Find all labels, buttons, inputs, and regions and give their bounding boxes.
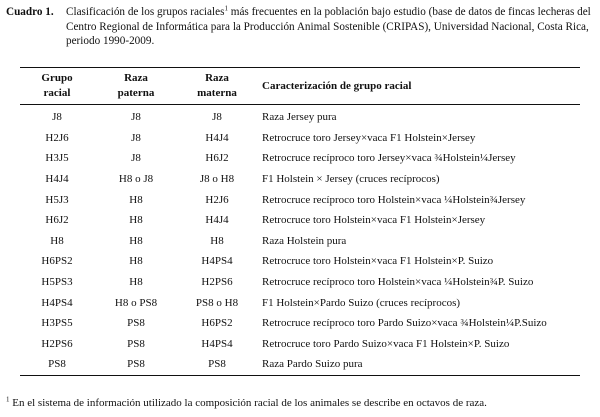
caption-text-start: Clasificación de los grupos raciales	[66, 6, 225, 18]
cell-raza-materna: H4J4	[205, 131, 229, 144]
caption-label: Cuadro 1.	[6, 6, 54, 18]
cell-caracterizacion: Raza Holstein pura	[262, 234, 347, 247]
table-body	[20, 105, 580, 376]
cell-grupo-racial: H3J5	[45, 152, 69, 165]
cell-raza-paterna: PS8	[127, 337, 145, 350]
cell-grupo-racial: H6J2	[45, 214, 69, 227]
table-row	[20, 231, 580, 252]
caption-text	[66, 5, 594, 49]
cell-raza-paterna: J8	[131, 152, 141, 165]
cell-raza-materna: J8 o H8	[199, 173, 235, 186]
table-row	[20, 169, 580, 190]
cell-grupo-racial: H2PS6	[41, 337, 73, 350]
cell-caracterizacion: Retrocruce recíproco toro Jersey×vaca ¾Holstein¼Jersey	[262, 152, 516, 165]
cell-caracterizacion: Retrocruce toro Jersey×vaca F1 Holstein×Jersey	[262, 131, 476, 144]
cell-grupo-racial: H4PS4	[41, 296, 73, 309]
cell-caracterizacion: Retrocruce recíproco toro Holstein×vaca ¼Holstein¾Jersey	[262, 193, 526, 206]
cell-caracterizacion: Retrocruce recíproco toro Pardo Suizo×vaca ¾Holstein¼P.Suizo	[262, 317, 547, 330]
cell-raza-paterna: PS8	[127, 317, 145, 330]
table-row	[20, 334, 580, 355]
cell-raza-materna: H4J4	[205, 214, 229, 227]
cell-raza-paterna: H8	[129, 234, 143, 247]
cell-raza-materna: H6PS2	[201, 317, 233, 330]
cell-raza-materna: J8	[212, 111, 222, 124]
table-row	[20, 272, 580, 293]
cell-raza-materna: H4PS4	[201, 337, 233, 350]
table-row	[20, 148, 580, 169]
cell-caracterizacion: Retrocruce toro Pardo Suizo×vaca F1 Holstein×P. Suizo	[262, 337, 510, 350]
cell-grupo-racial: H5J3	[45, 193, 69, 206]
table-row	[20, 292, 580, 313]
cell-raza-materna: H4PS4	[201, 255, 233, 268]
cell-grupo-racial: H3PS5	[41, 317, 73, 330]
table-header	[20, 68, 580, 105]
cell-grupo-racial: J8	[52, 111, 62, 124]
table-row	[20, 354, 580, 375]
table-row	[20, 210, 580, 231]
caption-text-end: más frecuentes en la población bajo estudio (base de datos de fincas lecheras del Centro Regional de Informática para la Producción Animal Sostenible (CRIPAS), Universidad Nacional, Costa Rica, periodo 1990-2009.	[66, 6, 591, 48]
cell-raza-paterna: PS8	[127, 358, 145, 371]
breed-group-table	[20, 67, 580, 376]
cell-grupo-racial: H6PS2	[41, 255, 73, 268]
cell-grupo-racial: H8	[50, 234, 64, 247]
cell-raza-paterna: H8 o PS8	[114, 296, 158, 309]
header-raza-paterna: Raza paterna	[117, 72, 155, 99]
table-row	[20, 313, 580, 334]
cell-raza-paterna: H8	[129, 255, 143, 268]
cell-raza-paterna: H8	[129, 276, 143, 289]
cell-caracterizacion: F1 Holstein × Jersey (cruces recíprocos)	[262, 173, 440, 186]
cell-raza-materna: H6J2	[205, 152, 229, 165]
cell-grupo-racial: H5PS3	[41, 276, 73, 289]
header-row	[20, 68, 580, 105]
table-row	[20, 189, 580, 210]
cell-raza-paterna: H8	[129, 214, 143, 227]
cell-caracterizacion: F1 Holstein×Pardo Suizo (cruces recíprocos)	[262, 296, 461, 309]
cell-caracterizacion: Retrocruce toro Holstein×vaca F1 Holstein×Jersey	[262, 214, 486, 227]
cell-caracterizacion: Raza Pardo Suizo pura	[262, 358, 363, 371]
cell-raza-materna: PS8	[208, 358, 226, 371]
cell-grupo-racial: PS8	[48, 358, 66, 371]
cell-caracterizacion: Retrocruce toro Holstein×vaca F1 Holstein×P. Suizo	[262, 255, 494, 268]
cell-grupo-racial: H2J6	[45, 131, 69, 144]
header-raza-materna: Raza materna	[197, 72, 237, 99]
table-row	[20, 105, 580, 128]
cell-caracterizacion: Retrocruce recíproco toro Holstein×vaca ¼Holstein¾P. Suizo	[262, 276, 534, 289]
table-row	[20, 251, 580, 272]
cell-raza-materna: H2J6	[205, 193, 229, 206]
footnote	[6, 396, 594, 410]
cell-raza-paterna: J8	[131, 111, 141, 124]
table-caption	[6, 5, 594, 49]
cell-raza-materna: PS8 o H8	[195, 296, 239, 309]
cell-raza-paterna: J8	[131, 131, 141, 144]
header-caracterizacion: Caracterización de grupo racial	[262, 79, 412, 92]
caption-footnote-marker: 1	[224, 4, 228, 13]
footnote-marker: 1	[6, 395, 10, 404]
cell-caracterizacion: Raza Jersey pura	[262, 111, 337, 124]
cell-raza-materna: H8	[210, 234, 224, 247]
cell-raza-paterna: H8 o J8	[118, 173, 154, 186]
header-grupo-racial: Grupo racial	[41, 72, 73, 99]
cell-raza-paterna: H8	[129, 193, 143, 206]
table-row	[20, 128, 580, 149]
cell-grupo-racial: H4J4	[45, 173, 69, 186]
footnote-text: En el sistema de información utilizado la composición racial de los animales se describe en octavos de raza.	[9, 397, 487, 409]
cell-raza-materna: H2PS6	[201, 276, 233, 289]
